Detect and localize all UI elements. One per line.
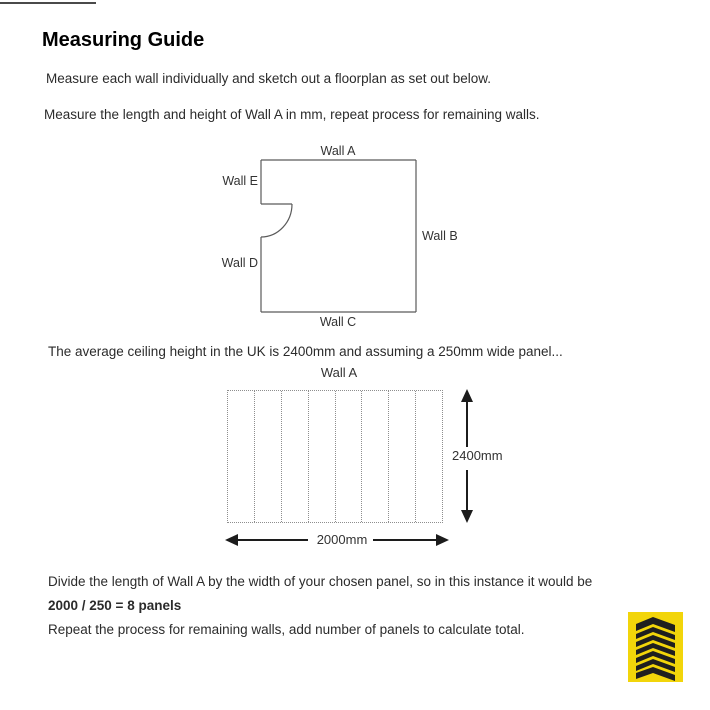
floorplan-wall-c-label: Wall C (319, 315, 357, 329)
panel-cell (389, 391, 416, 522)
height-label: 2400mm (452, 448, 503, 463)
arrow-right-head (436, 534, 449, 546)
panel-cell (309, 391, 336, 522)
panel-cell (416, 391, 442, 522)
panel-diagram-title: Wall A (320, 365, 358, 380)
panel-cell (255, 391, 282, 522)
panel-cell (228, 391, 255, 522)
formula-text: 2000 / 250 = 8 panels (48, 598, 182, 613)
floorplan-wall-a-label: Wall A (320, 144, 356, 158)
floorplan-wall-d-label: Wall D (221, 256, 258, 270)
repeat-text: Repeat the process for remaining walls, add number of panels to calculate total. (48, 622, 525, 637)
ceiling-text: The average ceiling height in the UK is 2400mm and assuming a 250mm wide panel... (48, 344, 563, 359)
intro-text: Measure each wall individually and sketch out a floorplan as set out below. (46, 71, 492, 86)
page-title: Measuring Guide (42, 29, 205, 51)
floorplan-wall-e-label: Wall E (222, 174, 258, 188)
floorplan-wall-b-label: Wall B (422, 229, 458, 243)
panel-grid (227, 390, 443, 523)
divide-text: Divide the length of Wall A by the width of your chosen panel, so in this instance it would be (48, 574, 593, 589)
panel-cell (362, 391, 389, 522)
door-swing-arc (261, 204, 292, 237)
panel-cell (336, 391, 363, 522)
arrow-down-head (461, 510, 473, 523)
panel-cell (282, 391, 309, 522)
top-edge-line (0, 2, 96, 4)
width-label: 2000mm (316, 532, 368, 547)
stacked-panels-logo-icon (628, 612, 683, 682)
measure-text: Measure the length and height of Wall A in mm, repeat process for remaining walls. (44, 107, 540, 122)
